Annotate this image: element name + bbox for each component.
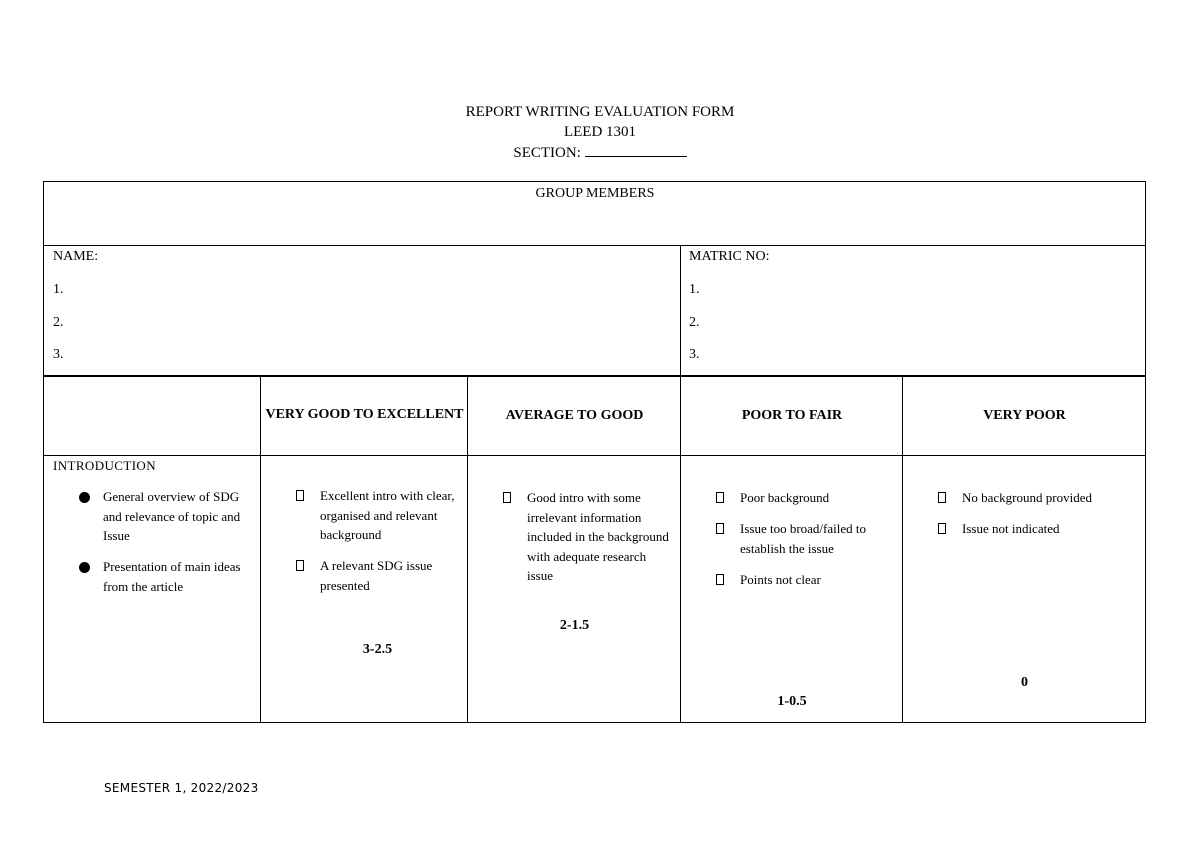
group-members-table <box>43 181 1146 377</box>
divider <box>680 245 681 376</box>
name-label: NAME: <box>53 249 99 264</box>
checkbox-icon[interactable] <box>716 492 724 503</box>
column-header-average: AVERAGE TO GOOD <box>505 408 644 423</box>
criterion-descriptor: Points not clear <box>740 572 821 587</box>
checkbox-icon[interactable] <box>716 574 724 585</box>
criterion-descriptor: Poor background <box>740 490 830 505</box>
name-row-3[interactable]: 3. <box>53 347 64 362</box>
criterion-point: General overview of SDG and relevance of topic and Issue <box>103 489 241 543</box>
column-header-very-poor: VERY POOR <box>983 408 1066 423</box>
form-title: REPORT WRITING EVALUATION FORM <box>465 104 735 120</box>
checkbox-icon[interactable] <box>938 492 946 503</box>
divider <box>43 455 1146 456</box>
score-poor: 1-0.5 <box>777 694 807 709</box>
name-row-1[interactable]: 1. <box>53 282 64 297</box>
checkbox-icon[interactable] <box>716 523 724 534</box>
score-very-good: 3-2.5 <box>362 642 393 657</box>
criterion-title: INTRODUCTION <box>53 458 157 473</box>
criterion-descriptor: A relevant SDG issue presented <box>320 558 433 593</box>
course-code: LEED 1301 <box>563 124 637 140</box>
criterion-descriptor: Excellent intro with clear, organised and relevant background <box>320 488 455 542</box>
criterion-descriptor: Issue not indicated <box>962 521 1060 536</box>
semester-footer: SEMESTER 1, 2022/2023 <box>104 781 259 795</box>
checkbox-icon[interactable] <box>296 490 304 501</box>
criterion-point: Presentation of main ideas from the article <box>103 559 241 594</box>
checkbox-icon[interactable] <box>938 523 946 534</box>
section-blank-field[interactable] <box>585 143 687 157</box>
matric-row-3[interactable]: 3. <box>689 347 700 362</box>
matric-label: MATRIC NO: <box>689 249 770 264</box>
criterion-descriptor: Good intro with some irrelevant information included in the background with adequate research issue <box>527 490 669 583</box>
group-members-title: GROUP MEMBERS <box>535 186 655 201</box>
bullet-icon <box>79 562 90 573</box>
criterion-descriptor: Issue too broad/failed to establish the issue <box>740 521 866 556</box>
divider <box>260 375 261 723</box>
criterion-descriptor: No background provided <box>962 490 1092 505</box>
divider <box>680 375 681 723</box>
matric-row-2[interactable]: 2. <box>689 315 700 330</box>
section-line <box>0 143 1200 164</box>
divider <box>902 375 903 723</box>
bullet-icon <box>79 492 90 503</box>
divider <box>467 375 468 723</box>
score-average: 2-1.5 <box>559 618 590 633</box>
section-label: SECTION: <box>513 145 581 161</box>
divider <box>43 245 1146 246</box>
column-header-poor: POOR TO FAIR <box>741 408 843 423</box>
column-header-very-good: VERY GOOD TO EXCELLENT <box>265 407 464 422</box>
checkbox-icon[interactable] <box>296 560 304 571</box>
checkbox-icon[interactable] <box>503 492 511 503</box>
name-row-2[interactable]: 2. <box>53 315 64 330</box>
score-very-poor: 0 <box>1021 675 1028 690</box>
matric-row-1[interactable]: 1. <box>689 282 700 297</box>
